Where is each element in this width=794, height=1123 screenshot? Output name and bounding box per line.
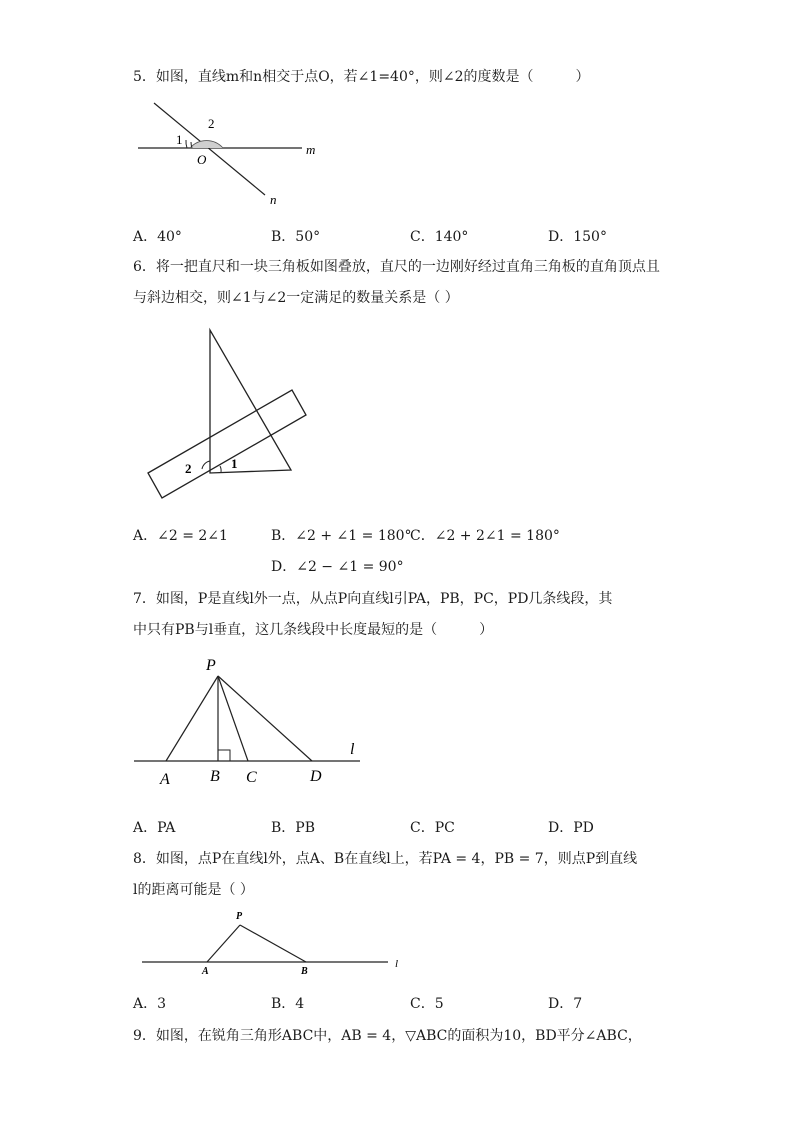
q5-option-b[interactable]: B．50° <box>271 229 321 245</box>
q7-stem-line2: 中只有PB与l垂直，这几条线段中长度最短的是（ ） <box>133 622 494 638</box>
q5-figure <box>130 100 330 210</box>
q6-figure <box>140 325 320 505</box>
q8-option-c[interactable]: C．5 <box>410 996 444 1012</box>
q6-option-b[interactable]: B．∠2 + ∠1 = 180° <box>271 528 412 544</box>
q5-label-2: 2 <box>208 116 215 131</box>
q8-label-l: l <box>395 958 399 970</box>
q5-label-o: O <box>197 152 207 167</box>
q7-stem-line1: 7．如图，P是直线l外一点，从点P向直线l引PA，PB，PC，PD几条线段，其 <box>133 591 613 607</box>
q7-option-b[interactable]: B．PB <box>271 820 315 836</box>
q6-stem-line2: 与斜边相交，则∠1与∠2一定满足的数量关系是（ ） <box>133 290 459 306</box>
q8-label-a: A <box>202 966 209 977</box>
q9-stem-line1: 9．如图，在锐角三角形ABC中，AB = 4，▽ABC的面积为10，BD平分∠ABC， <box>133 1028 642 1044</box>
q7-label-a: A <box>160 771 170 788</box>
q7-option-d[interactable]: D．PD <box>548 820 594 836</box>
q7-option-a[interactable]: A．PA <box>133 820 176 836</box>
q7-label-b: B <box>210 768 220 785</box>
q7-label-p: P <box>206 657 216 674</box>
q6-option-c[interactable]: C．∠2 + 2∠1 = 180° <box>410 528 560 544</box>
q7-label-c: C <box>246 769 257 786</box>
q8-label-b: B <box>301 966 308 977</box>
q8-label-p: P <box>236 911 243 922</box>
q5-label-1: 1 <box>176 132 183 147</box>
q7-label-l: l <box>350 741 355 758</box>
q5-stem: 5．如图，直线m和n相交于点O，若∠1=40°，则∠2的度数是（ ） <box>133 69 590 85</box>
q5-option-d[interactable]: D．150° <box>548 229 607 245</box>
q8-option-b[interactable]: B．4 <box>271 996 305 1012</box>
q8-option-d[interactable]: D．7 <box>548 996 583 1012</box>
q7-option-c[interactable]: C．PC <box>410 820 455 836</box>
q6-option-a[interactable]: A．∠2 = 2∠1 <box>133 528 228 544</box>
q6-label-1: 1 <box>231 456 238 471</box>
q7-figure <box>130 650 380 790</box>
q7-label-d: D <box>310 768 322 785</box>
q6-label-2: 2 <box>185 461 192 476</box>
q5-label-n: n <box>270 192 277 207</box>
q6-option-d[interactable]: D．∠2 − ∠1 = 90° <box>271 559 404 575</box>
q5-label-m: m <box>306 142 316 157</box>
q5-option-a[interactable]: A．40° <box>133 229 182 245</box>
q8-option-a[interactable]: A．3 <box>133 996 167 1012</box>
q8-stem-line1: 8．如图，点P在直线l外，点A、B在直线l上，若PA = 4，PB = 7，则点P到直线 <box>133 851 638 867</box>
q5-option-c[interactable]: C．140° <box>410 229 469 245</box>
q6-stem-line1: 6．将一把直尺和一块三角板如图叠放，直尺的一边刚好经过直角三角板的直角顶点且 <box>133 259 660 275</box>
q8-figure <box>140 905 410 985</box>
q8-stem-line2: l的距离可能是（ ） <box>133 882 254 898</box>
